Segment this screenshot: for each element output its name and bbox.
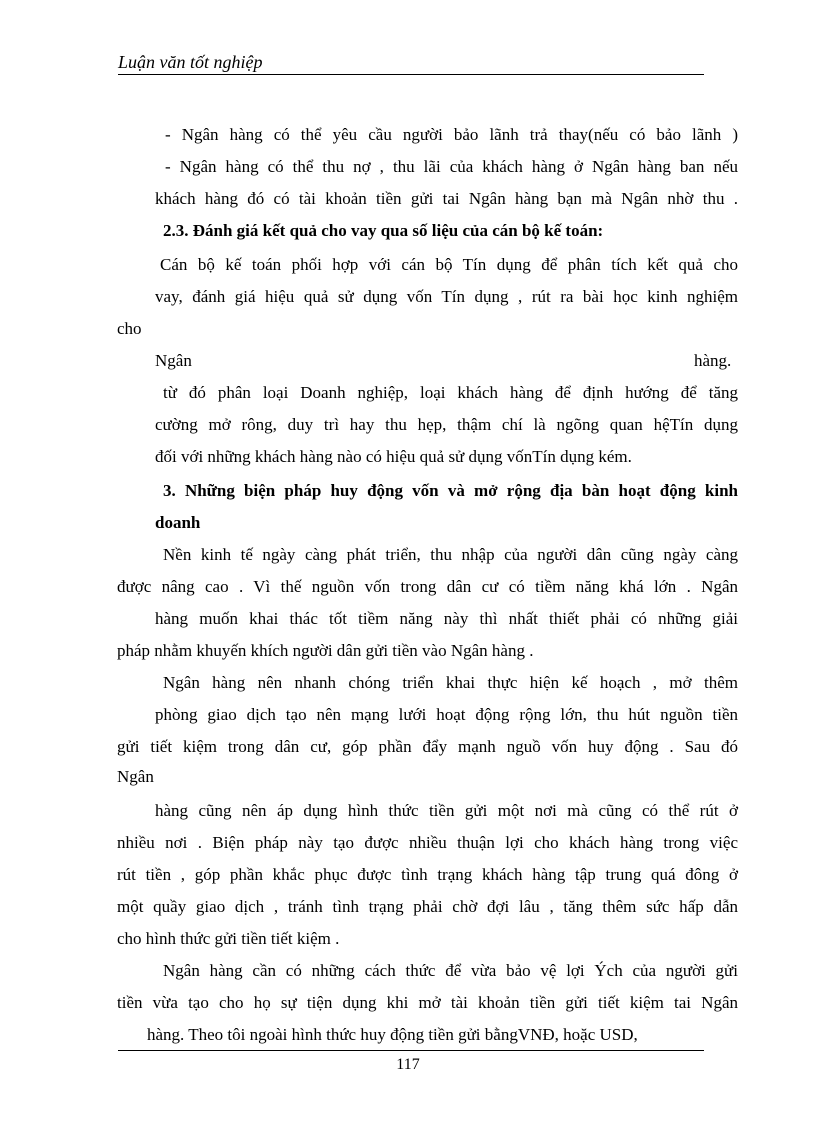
- section-heading-cont: doanh: [155, 513, 201, 532]
- text-line: hàng muốn khai thác tốt tiềm năng này thì nhất thiết phải có những giải: [155, 609, 738, 628]
- text-line: cho: [117, 319, 142, 338]
- section-heading: 3. Những biện pháp huy động vốn và mở rộng địa bàn hoạt động kinh: [163, 481, 738, 500]
- text-line: - Ngân hàng có thể thu nợ , thu lãi của khách hàng ở Ngân hàng ban nếu: [165, 157, 738, 176]
- text-line: - Ngân hàng có thể yêu cầu người bảo lãnh trả thay(nếu có bảo lãnh ): [165, 125, 738, 144]
- text-line: cường mở rông, duy trì hay thu hẹp, thậm chí là ngõng quan hệTín dụng: [155, 415, 738, 434]
- page-number: 117: [396, 1056, 420, 1073]
- text-line: một quầy giao dịch , tránh tình trạng phải chờ đợi lâu , tăng thêm sức hấp dẫn: [117, 897, 738, 916]
- text-line: từ đó phân loại Doanh nghiệp, loại khách hàng để định hướng để tăng: [163, 383, 738, 402]
- text-line: hàng.: [694, 351, 732, 370]
- text-line: hàng. Theo tôi ngoài hình thức huy động tiền gửi bằngVNĐ, hoặc USD,: [147, 1025, 638, 1044]
- header-title: Luận văn tốt nghiệp: [118, 52, 263, 72]
- text-line: rút tiền , góp phần khắc phục được tình trạng khách hàng tập trung quá đông ở: [117, 865, 738, 884]
- text-line: tiền vừa tạo cho họ sự tiện dụng khi mở tài khoản tiền gửi tiết kiệm tai Ngân: [117, 993, 738, 1012]
- text-line: vay, đánh giá hiệu quả sử dụng vốn Tín dụng , rút ra bài học kinh nghiệm: [155, 287, 738, 306]
- page-header: [118, 50, 704, 75]
- text-line: Cán bộ kế toán phối hợp với cán bộ Tín dụng để phân tích kết quả cho: [160, 255, 738, 274]
- text-line: Ngân: [117, 767, 154, 786]
- footer-rule: [118, 1050, 704, 1051]
- text-line: cho hình thức gửi tiền tiết kiệm .: [117, 929, 340, 948]
- text-line: khách hàng đó có tài khoản tiền gửi tai Ngân hàng bạn mà Ngân nhờ thu .: [155, 189, 738, 208]
- text-line: Nền kinh tế ngày càng phát triển, thu nhập của người dân cũng ngày càng: [163, 545, 738, 564]
- text-line: Ngân: [155, 351, 192, 370]
- text-line: phòng giao dịch tạo nên mạng lưới hoạt động rộng lớn, thu hút nguồn tiền: [155, 705, 738, 724]
- text-line: Ngân hàng cần có những cách thức để vừa bảo vệ lợi Ých của người gửi: [163, 961, 738, 980]
- text-line: Ngân hàng nên nhanh chóng triển khai thực hiện kế hoạch , mở thêm: [163, 673, 738, 692]
- section-heading: 2.3. Đánh giá kết quả cho vay qua số liệu của cán bộ kế toán:: [163, 221, 604, 240]
- text-line: được nâng cao . Vì thế nguồn vốn trong dân cư có tiềm năng khá lớn . Ngân: [117, 577, 738, 596]
- text-line: pháp nhằm khuyến khích người dân gửi tiền vào Ngân hàng .: [117, 641, 534, 660]
- text-line: đối với những khách hàng nào có hiệu quả sử dụng vốnTín dụng kém.: [155, 447, 632, 466]
- text-line: gửi tiết kiệm trong dân cư, góp phần đẩy mạnh nguồ vốn huy động . Sau đó: [117, 737, 738, 756]
- text-line: nhiều nơi . Biện pháp này tạo được nhiều thuận lợi cho khách hàng trong việc: [117, 833, 738, 852]
- text-line: hàng cũng nên áp dụng hình thức tiền gửi một nơi mà cũng có thể rút ở: [155, 801, 738, 820]
